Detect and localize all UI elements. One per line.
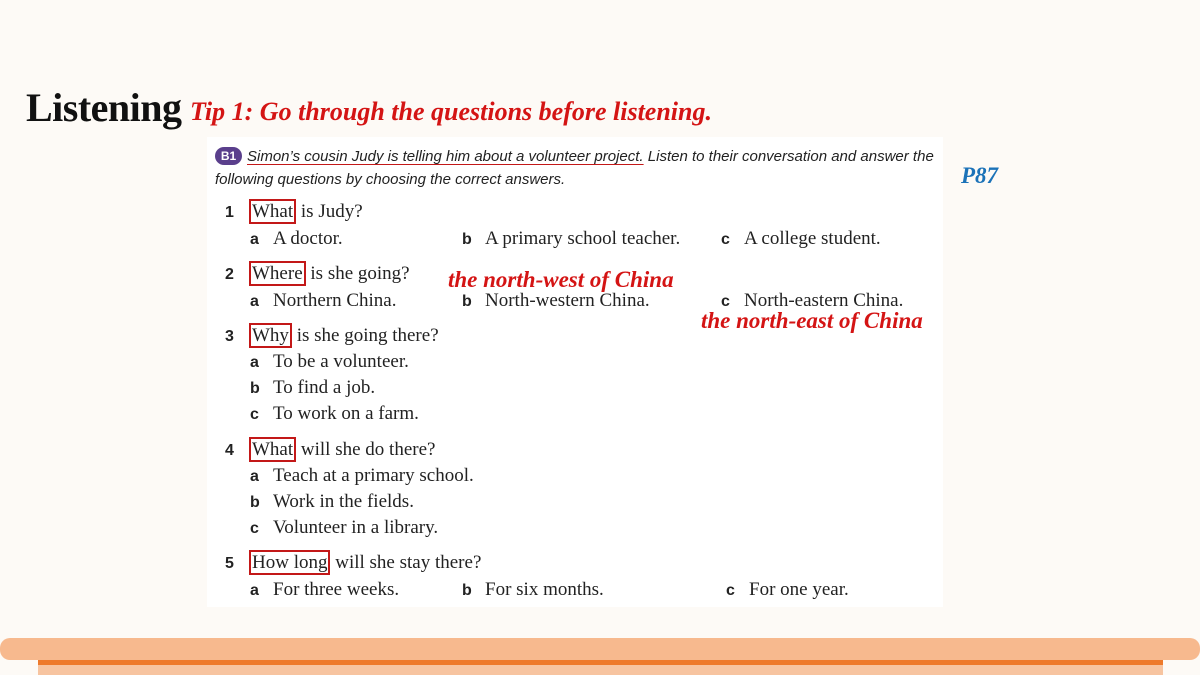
- question-4: [249, 439, 435, 461]
- option-4c: [250, 517, 438, 539]
- option-text: Northern China.: [273, 290, 397, 311]
- question-1: [249, 201, 363, 223]
- question-keyword-box: What: [249, 199, 296, 224]
- option-text: Work in the fields.: [273, 491, 414, 512]
- instruction-underlined-text: Simon’s cousin Judy is telling him about a volunteer project.: [247, 148, 644, 165]
- question-number: 3: [225, 328, 234, 345]
- option-letter: c: [721, 231, 730, 248]
- option-text: Volunteer in a library.: [273, 517, 439, 538]
- option-letter: b: [250, 380, 260, 397]
- option-letter: a: [250, 354, 259, 371]
- option-text: For six months.: [485, 579, 604, 600]
- exercise-instruction: [215, 145, 935, 191]
- question-number: 4: [225, 442, 234, 459]
- option-text: North-western China.: [485, 290, 650, 311]
- option-text: A college student.: [744, 228, 881, 249]
- question-3: [249, 325, 439, 347]
- option-3a: [250, 351, 409, 373]
- option-letter: a: [250, 582, 259, 599]
- exercise-badge: B1: [215, 147, 242, 165]
- option-text: To find a job.: [273, 377, 376, 398]
- question-text: will she stay there?: [330, 552, 482, 573]
- option-text: For one year.: [749, 579, 849, 600]
- question-2: [249, 263, 410, 285]
- option-letter: c: [726, 582, 735, 599]
- annotation-north-east: the north-east of China: [701, 308, 923, 333]
- option-5b: [462, 579, 604, 601]
- option-3c: [250, 403, 419, 425]
- option-letter: a: [250, 231, 259, 248]
- option-text: A doctor.: [273, 228, 343, 249]
- option-letter: c: [721, 293, 730, 310]
- option-2a: [250, 290, 396, 312]
- option-letter: b: [462, 231, 472, 248]
- option-text: North-eastern China.: [744, 290, 904, 311]
- question-text: is she going?: [305, 263, 410, 284]
- option-letter: a: [250, 293, 259, 310]
- option-text: Teach at a primary school.: [273, 465, 474, 486]
- option-text: To be a volunteer.: [273, 351, 409, 372]
- question-number: 2: [225, 266, 234, 283]
- option-5c: [726, 579, 849, 601]
- question-keyword-box: How long: [249, 550, 330, 575]
- slide-title: Listening: [26, 85, 182, 130]
- question-number: 5: [225, 555, 234, 572]
- question-keyword-box: What: [249, 437, 296, 462]
- annotation-north-west: the north-west of China: [448, 267, 674, 292]
- tip-text: Tip 1: Go through the questions before listening.: [190, 97, 712, 126]
- page-reference: P87: [961, 163, 999, 188]
- option-text: A primary school teacher.: [485, 228, 681, 249]
- footer-bar: [0, 638, 1200, 660]
- textbook-exercise: [207, 137, 943, 607]
- option-text: To work on a farm.: [273, 403, 419, 424]
- question-keyword-box: Why: [249, 323, 292, 348]
- option-letter: b: [250, 494, 260, 511]
- option-4b: [250, 491, 414, 513]
- option-letter: a: [250, 468, 259, 485]
- question-text: will she do there?: [296, 439, 436, 460]
- option-letter: c: [250, 520, 259, 537]
- question-number: 1: [225, 204, 234, 221]
- option-1b: [462, 228, 680, 250]
- option-letter: c: [250, 406, 259, 423]
- instruction-text: Listen to their conversation and answer the following questions by choosing the correct answers.: [215, 148, 934, 188]
- footer-base: [38, 665, 1163, 675]
- question-text: is Judy?: [296, 201, 363, 222]
- question-text: is she going there?: [291, 325, 439, 346]
- question-5: [249, 552, 481, 574]
- option-4a: [250, 465, 474, 487]
- option-text: For three weeks.: [273, 579, 400, 600]
- option-3b: [250, 377, 375, 399]
- option-1c: [721, 228, 881, 250]
- option-1a: [250, 228, 343, 250]
- option-letter: b: [462, 293, 472, 310]
- option-5a: [250, 579, 399, 601]
- option-letter: b: [462, 582, 472, 599]
- question-keyword-box: Where: [249, 261, 306, 286]
- option-2b: [462, 290, 650, 312]
